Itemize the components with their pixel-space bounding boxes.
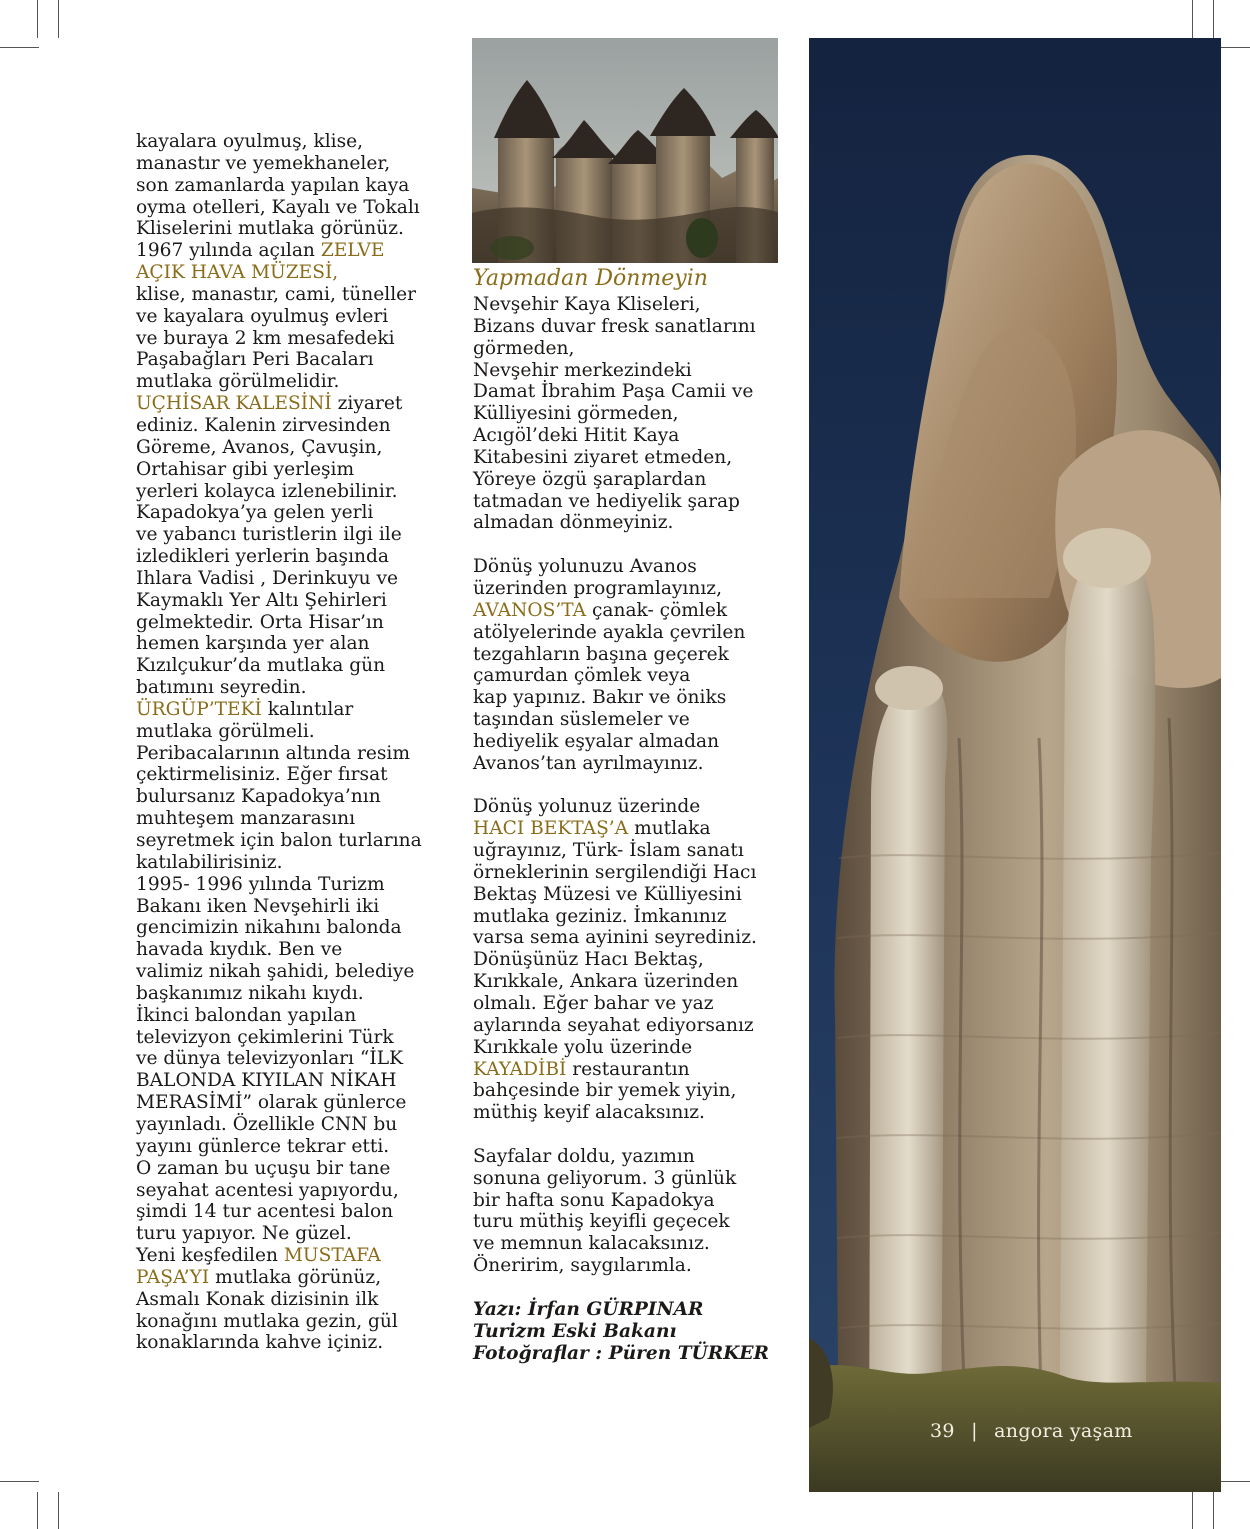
text-segment: yerleri kolayca izlenebilinir. [136,480,398,502]
text-segment: mutlaka görülmelidir. [136,371,340,393]
spacer [473,1277,778,1299]
text-segment: aylarında seyahat ediyorsanız [473,1014,754,1036]
text-segment: Kırıkkale yolu üzerinde [473,1036,693,1058]
page-number: 39 [930,1420,955,1442]
text-segment: atölyelerinde ayakla çevrilen [473,621,746,643]
text-segment: seyahat acentesi yapıyordu, [136,1179,399,1201]
text-line [473,1059,778,1081]
text-segment: almadan dönmeyiniz. [473,512,674,534]
text-segment: taşından süslemeler ve [473,709,690,731]
text-line [136,896,446,918]
text-line [473,862,778,884]
text-segment: BALONDA KIYILAN NİKAH [136,1070,397,1092]
text-segment: yayını günlerce tekrar etti. [136,1135,390,1157]
text-line [136,677,446,699]
paragraph [473,1146,778,1277]
text-line [136,502,446,524]
text-segment: Paşabağları Peri Bacaları [136,349,374,371]
text-segment: Bakanı iken Nevşehirli iki [136,895,380,917]
text-segment: bulursanız Kapadokya’nın [136,786,381,808]
text-line [136,524,446,546]
text-segment: bahçesinde bir yemek yiyin, [473,1080,737,1102]
text-line [473,556,778,578]
crop-mark [1213,0,1214,38]
text-line [136,655,446,677]
text-line [473,1190,778,1212]
text-segment: oyma otelleri, Kayalı ve Tokalı [136,196,420,218]
credit-line: Fotoğraflar : Püren TÜRKER [473,1342,770,1364]
highlighted-place-name: UÇHİSAR KALESİNİ [136,393,332,415]
text-segment: Kırıkkale, Ankara üzerinden [473,971,739,993]
text-line [473,993,778,1015]
text-segment: muhteşem manzarasını [136,808,356,830]
text-segment: O zaman bu uçuşu bir tane [136,1157,391,1179]
text-line [473,906,778,928]
highlighted-place-name: ZELVE [320,240,385,262]
text-line [136,874,446,896]
text-segment: Bizans duvar fresk sanatlarını [473,315,756,337]
text-line [136,415,446,437]
text-segment: hediyelik eşyalar almadan [473,730,720,752]
text-segment: Sayfalar doldu, yazımın [473,1145,695,1167]
text-segment: Kapadokya’ya gelen yerli [136,502,374,524]
text-segment: turu müthiş keyifli geçecek [473,1211,730,1233]
text-line [473,469,778,491]
text-line [136,1289,446,1311]
text-line [473,294,778,316]
text-segment: ziyaret [331,393,403,415]
text-segment: son zamanlarda yapılan kaya [136,174,410,196]
text-segment: görmeden, [473,337,575,359]
text-line [136,437,446,459]
text-line [473,796,778,818]
text-line [136,262,446,284]
text-line [473,512,778,534]
text-line [136,1027,446,1049]
article-credits [473,1299,778,1365]
text-segment: mutlaka [628,818,711,840]
text-line [473,818,778,840]
text-segment: şimdi 14 tur acentesi balon [136,1201,394,1223]
rock-pillar-photo [809,38,1221,1492]
text-segment: valimiz nikah şahidi, belediye [136,961,415,983]
text-segment: mutlaka görünüz, [209,1266,382,1288]
text-line [473,1255,778,1277]
crop-mark [0,47,39,48]
text-line [473,753,778,775]
text-segment: uğrayınız, Türk- İslam sanatı [473,840,744,862]
section-subheading: Yapmadan Dönmeyin [473,266,708,291]
text-line [136,983,446,1005]
text-line [473,447,778,469]
text-line [136,939,446,961]
text-segment: konaklarında kahve içiniz. [136,1332,384,1354]
text-line [136,1267,446,1289]
text-line [136,786,446,808]
text-segment: Asmalı Konak dizisinin ilk [136,1288,379,1310]
text-segment: çektirmelisiniz. Eğer fırsat [136,764,388,786]
text-segment: Kitabesini ziyaret etmeden, [473,446,733,468]
text-segment: turu yapıyor. Ne güzel. [136,1223,352,1245]
text-segment: Öneririm, saygılarımla. [473,1255,692,1277]
text-segment: bir hafta sonu Kapadokya [473,1189,715,1211]
text-line [473,731,778,753]
text-segment: Acıgöl’deki Hitit Kaya [473,425,680,447]
text-segment: Avanos’tan ayrılmayınız. [473,752,704,774]
highlighted-place-name: AVANOS’TA [473,599,587,621]
text-line [473,403,778,425]
text-segment: olmalı. Eğer bahar ve yaz [473,993,714,1014]
credit-line: Yazı: İrfan GÜRPINAR [473,1298,704,1320]
text-segment: başkanımız nikahı kıydı. [136,982,364,1004]
text-line [136,1158,446,1180]
crop-mark [1192,0,1193,38]
left-text-column [136,131,446,1354]
paragraph-gap [473,1124,778,1146]
text-segment: Bektaş Müzesi ve Külliyesini [473,883,742,905]
text-line [136,218,446,240]
text-segment: ediniz. Kalenin zirvesinden [136,414,391,436]
middle-text-column [473,266,778,1364]
text-segment: hemen karşında yer alan [136,633,370,655]
text-segment: çanak- çömlek [586,599,728,621]
text-segment: Damat İbrahim Paşa Camii ve [473,381,754,403]
text-line [136,1092,446,1114]
text-line [136,633,446,655]
text-segment: Ortahisar gibi yerleşim [136,458,355,480]
text-line [136,808,446,830]
page-folio [930,1420,1133,1442]
text-line [473,884,778,906]
text-segment: tezgahların başına geçerek [473,643,729,665]
text-segment: Dönüş yolunuzu Avanos [473,556,697,578]
text-segment: ve kayalara oyulmuş evleri [136,305,389,327]
text-line [136,175,446,197]
text-line [136,153,446,175]
text-line [136,852,446,874]
text-segment: Yöreye özgü şaraplardan [473,468,707,490]
crop-mark [1213,1492,1214,1529]
text-segment: Külliyesini görmeden, [473,403,679,425]
text-line [136,197,446,219]
text-line [136,240,446,262]
text-segment: Nevşehir merkezindeki [473,359,692,381]
text-line [136,830,446,852]
text-segment: Yeni keşfedilen [136,1245,284,1267]
paragraph [473,796,778,1124]
text-segment: Kliselerini mutlaka görünüz. [136,218,404,240]
text-line [136,1332,446,1354]
text-line [136,764,446,786]
paragraph [473,556,778,774]
credit-line: Turizm Eski Bakanı [473,1320,677,1342]
text-segment: konağını mutlaka gezin, gül [136,1310,398,1332]
crop-mark [0,1481,39,1482]
text-line [473,709,778,731]
text-line [136,568,446,590]
text-segment: 1967 yılında açılan [136,240,321,262]
text-line [136,612,446,634]
crop-mark [1192,1492,1193,1529]
text-line [136,1180,446,1202]
text-segment: seyretmek için balon turlarına [136,830,422,851]
text-segment: ve dünya televizyonları “İLK [136,1048,403,1070]
text-segment: İkinci balondan yapılan [136,1004,357,1026]
text-line [136,1136,446,1158]
text-segment: mutlaka görülmeli. [136,720,315,742]
text-line [473,316,778,338]
text-segment: izledikleri yerlerin başında [136,546,390,568]
text-line [136,1223,446,1245]
text-segment: ve yabancı turistlerin ilgi ile [136,524,402,546]
fairy-chimneys-photo [472,38,778,263]
text-line [136,699,446,721]
text-line [136,1070,446,1092]
text-segment: kayalara oyulmuş, klise, [136,131,364,152]
text-line [473,840,778,862]
magazine-name: angora yaşam [994,1420,1133,1442]
highlighted-place-name: AÇIK HAVA MÜZESİ, [136,262,339,284]
text-line [473,927,778,949]
text-line [136,1114,446,1136]
text-segment: üzerinden programlayınız, [473,577,722,599]
text-segment: ve buraya 2 km mesafedeki [136,327,395,349]
text-segment: gencimizin nikahını balonda [136,917,402,939]
text-line [473,1146,778,1168]
text-line [473,687,778,709]
text-line [136,961,446,983]
paragraph-gap [473,534,778,556]
text-line [136,306,446,328]
crop-mark [37,1492,38,1529]
text-line [136,371,446,393]
text-segment: tatmadan ve hediyelik şarap [473,490,740,512]
text-line [473,338,778,360]
text-segment: MERASİMİ” olarak günlerce [136,1092,407,1114]
text-segment: manastır ve yemekhaneler, [136,152,391,174]
text-line [136,328,446,350]
text-line [136,1005,446,1027]
highlighted-place-name: PAŞA’YI [136,1266,210,1288]
text-line [136,481,446,503]
text-line [473,360,778,382]
folio-separator: | [971,1420,978,1442]
text-line [473,971,778,993]
crop-mark [58,1492,59,1529]
text-line [473,1015,778,1037]
text-segment: batımını seyredin. [136,677,307,699]
text-segment: havada kıydık. Ben ve [136,939,343,961]
text-segment: ve memnun kalacaksınız. [473,1233,710,1255]
text-segment: Dönüş yolunuz üzerinde [473,796,701,818]
text-line [136,284,446,306]
text-segment: yayınladı. Özellikle CNN bu [136,1113,398,1135]
highlighted-place-name: ÜRGÜP’TEKİ [136,698,262,720]
text-segment: klise, manastır, cami, tüneller [136,283,417,305]
text-line [136,393,446,415]
text-segment: çamurdan çömlek veya [473,665,691,687]
text-line [473,381,778,403]
text-line [473,1168,778,1190]
highlighted-place-name: KAYADİBİ [473,1058,567,1080]
text-segment: gelmektedir. Orta Hisar’ın [136,611,384,633]
crop-mark [58,0,59,38]
text-line [136,1201,446,1223]
text-line [136,1311,446,1333]
text-segment: 1995- 1996 yılında Turizm [136,873,385,895]
text-segment: Nevşehir Kaya Kliseleri, [473,294,701,315]
paragraph-gap [473,775,778,797]
text-line [473,1037,778,1059]
text-segment: müthiş keyif alacaksınız. [473,1102,705,1124]
text-segment: kap yapınız. Bakır ve öniks [473,687,727,709]
text-line [136,590,446,612]
text-segment: Peribacalarının altında resim [136,742,411,764]
text-segment: örneklerinin sergilendiği Hacı [473,861,757,883]
text-segment: Göreme, Avanos, Çavuşin, [136,436,383,458]
highlighted-place-name: HACI BEKTAŞ’A [473,818,629,840]
text-line [473,578,778,600]
text-segment: restaurantın [566,1058,690,1080]
text-line [473,1102,778,1124]
text-segment: mutlaka geziniz. İmkanınız [473,905,727,927]
text-line [136,546,446,568]
text-segment: katılabilirisiniz. [136,851,283,873]
text-line [136,743,446,765]
text-segment: televizyon çekimlerini Türk [136,1026,394,1048]
text-segment: Dönüşünüz Hacı Bektaş, [473,949,704,971]
text-line [473,665,778,687]
text-line [136,917,446,939]
text-segment: Kızılçukur’da mutlaka gün [136,655,386,677]
text-line [473,1211,778,1233]
text-line [136,1245,446,1267]
text-line [473,491,778,513]
text-line [473,1233,778,1255]
text-segment: varsa sema ayinini seyrediniz. [473,927,757,949]
text-segment: Ihlara Vadisi , Derinkuyu ve [136,567,398,589]
text-line [136,131,446,153]
text-line [136,349,446,371]
text-line [473,949,778,971]
text-line [473,600,778,622]
text-line [473,644,778,666]
text-line [473,622,778,644]
text-line [136,1048,446,1070]
text-segment: kalıntılar [261,698,354,720]
paragraph [473,294,778,534]
text-line [473,425,778,447]
text-line [473,1080,778,1102]
crop-mark [37,0,38,38]
text-segment: sonuna geliyorum. 3 günlük [473,1167,737,1189]
text-line [136,721,446,743]
text-line [136,459,446,481]
highlighted-place-name: MUSTAFA [283,1245,381,1267]
text-segment: Kaymaklı Yer Altı Şehirleri [136,589,387,611]
middle-paragraphs [473,294,778,1277]
